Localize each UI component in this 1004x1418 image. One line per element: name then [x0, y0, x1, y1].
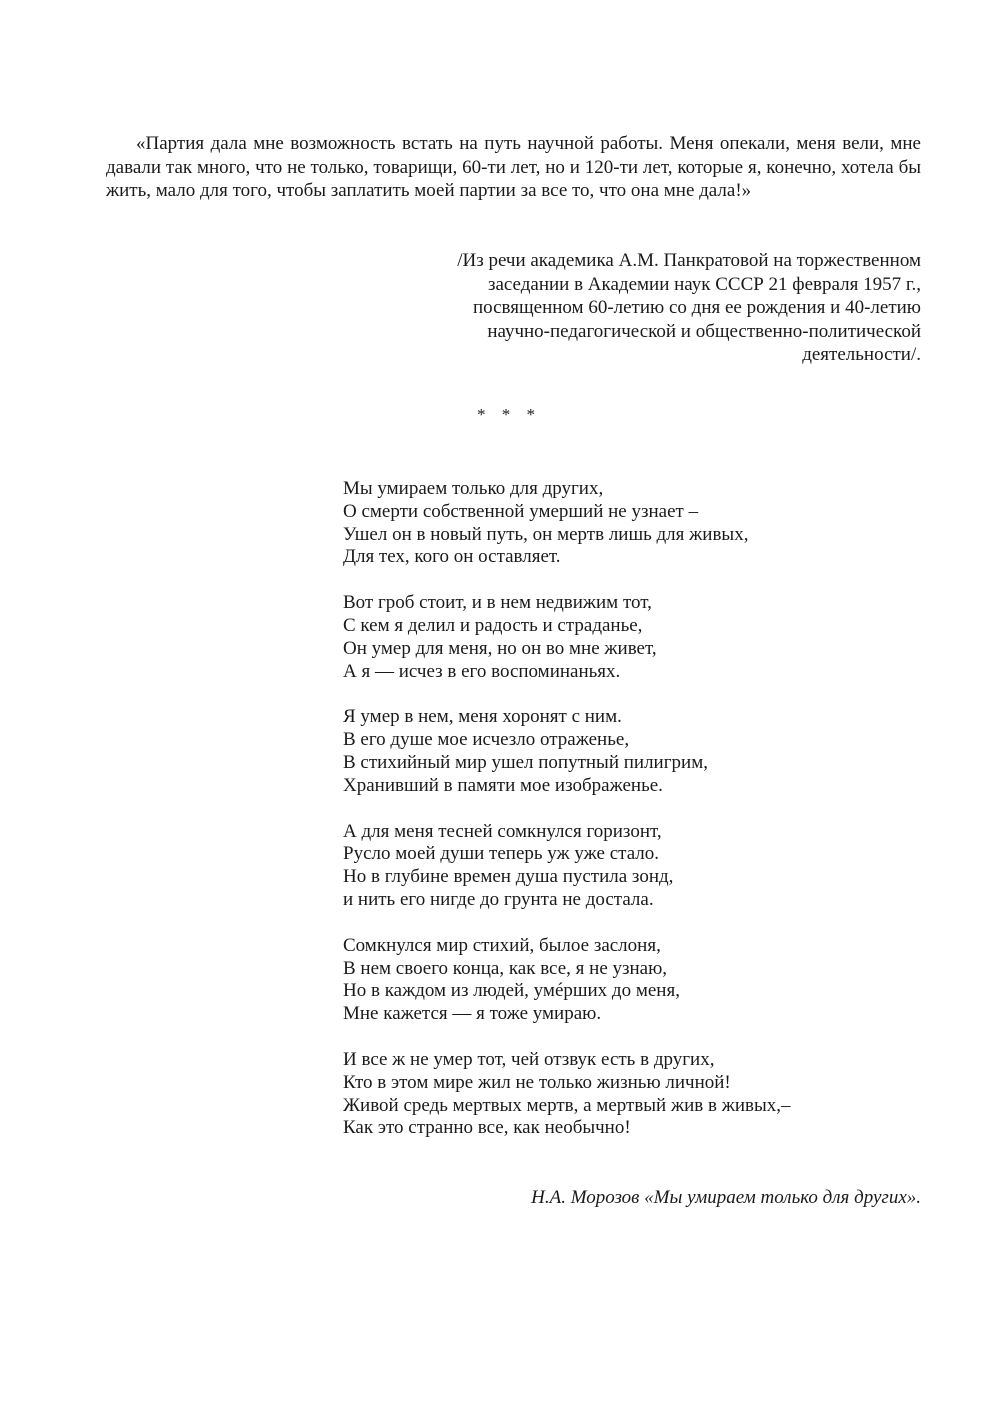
- poem-stanza: [343, 821, 791, 912]
- poem: [343, 478, 791, 1163]
- poem-line: Мы умираем только для других,: [343, 478, 604, 499]
- poem-line: Он умер для меня, но он во мне живет,: [343, 637, 657, 659]
- poem-line: Русло моей души теперь уж уже стало.: [343, 843, 660, 865]
- poem-line: Для тех, кого он оставляет.: [343, 546, 561, 568]
- poem-stanza: [343, 1049, 791, 1140]
- poem-line: Кто в этом мире жил не только жизнью личной!: [343, 1071, 731, 1093]
- source-line: научно-педагогической и общественно-политической: [487, 320, 921, 342]
- poem-line: Но в каждом из людей, умéрших до меня,: [343, 980, 680, 1002]
- source-line: деятельности/.: [802, 344, 921, 365]
- poem-line: Ушел он в новый путь, он мертв лишь для живых,: [343, 523, 749, 545]
- poem-line: Сомкнулся мир стихий, былое заслоня,: [343, 934, 661, 956]
- poem-line: В стихийный мир ушел попутный пилигрим,: [343, 751, 708, 773]
- poem-line: Я умер в нем, меня хоронят с ним.: [343, 706, 622, 728]
- poem-line: Мне кажется — я тоже умираю.: [343, 1003, 602, 1025]
- poem-stanza: [343, 706, 791, 797]
- poem-stanza: [343, 592, 791, 683]
- poem-attribution: Н.А. Морозов «Мы умираем только для других».: [531, 1187, 921, 1208]
- poem-line: С кем я делил и радость и страданье,: [343, 614, 643, 636]
- quote-source: [321, 249, 921, 367]
- poem-stanza: [343, 935, 791, 1026]
- poem-line: Живой средь мертвых мертв, а мертвый жив в живых,–: [343, 1094, 791, 1116]
- poem-line: А я — исчез в его воспоминаньях.: [343, 660, 621, 682]
- poem-stanza: [343, 478, 791, 569]
- source-line: посвященном 60-летию со дня ее рождения и 40-летию: [472, 297, 921, 318]
- source-line: /Из речи академика А.М. Панкратовой на торжественном: [457, 250, 921, 271]
- poem-line: И все ж не умер тот, чей отзвук есть в других,: [343, 1048, 715, 1070]
- poem-line: В нем своего конца, как все, я не узнаю,: [343, 957, 668, 979]
- section-separator: * * *: [477, 405, 541, 424]
- poem-line: В его душе мое исчезло отраженье,: [343, 729, 630, 751]
- poem-line: и нить его нигде до грунта не достала.: [343, 888, 654, 910]
- poem-line: Вот гроб стоит, и в нем недвижим тот,: [343, 592, 652, 614]
- poem-line: Но в глубине времен душа пустила зонд,: [343, 866, 674, 888]
- poem-line: Хранивший в памяти мое изображенье.: [343, 774, 663, 796]
- poem-line: Как это странно все, как необычно!: [343, 1117, 631, 1139]
- poem-line: А для меня тесней сомкнулся горизонт,: [343, 820, 662, 842]
- source-line: заседании в Академии наук СССР 21 февраля 1957 г.,: [487, 273, 921, 295]
- poem-line: О смерти собственной умерший не узнает –: [343, 500, 699, 522]
- epigraph-quote: «Партия дала мне возможность встать на путь научной работы. Меня опекали, меня вели, мне давали так много, что не только, товарищи, 60-ти лет, но и 120-ти лет, которые я, конечно, хотела бы жить, мало для того, чтобы заплатить моей партии за все то, что она мне дала!»: [106, 133, 921, 201]
